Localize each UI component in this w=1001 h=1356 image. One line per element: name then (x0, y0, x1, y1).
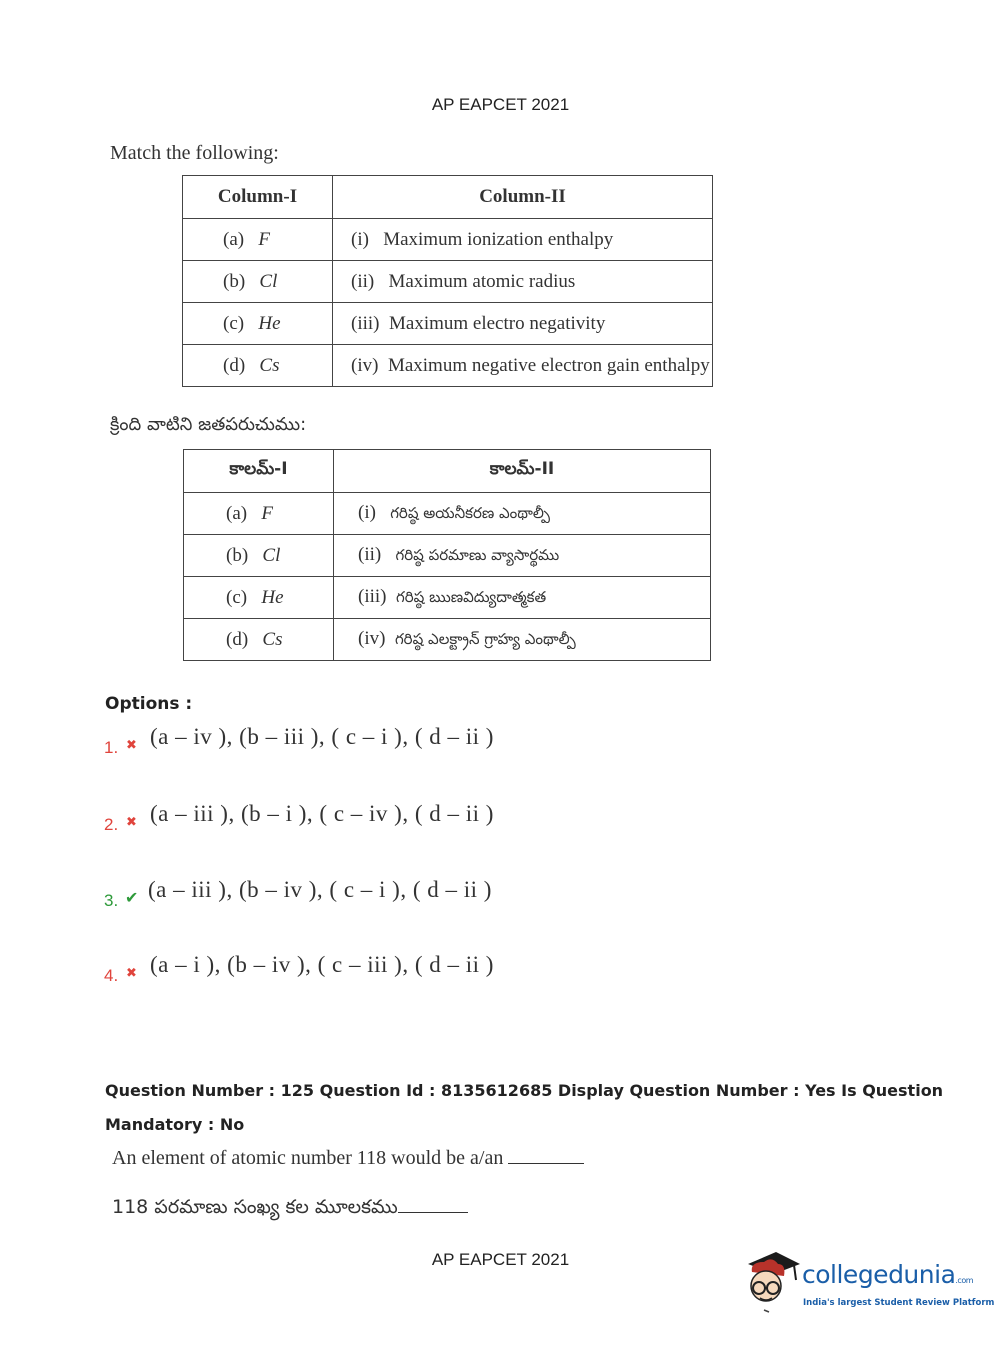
wrong-mark-icon: ✖ (126, 814, 137, 829)
row-num: (iv) (351, 354, 379, 376)
table-row (183, 303, 713, 345)
column-1-cell (184, 619, 334, 661)
brand-tagline: India's largest Student Review Platform (803, 1298, 995, 1308)
brand-name (802, 1260, 973, 1289)
option-number: 2. (104, 815, 119, 834)
option-text: (a – i ), (b – iv ), ( c – iii ), ( d – ii ) (150, 952, 494, 977)
row-num: (iii) (351, 312, 380, 334)
row-label: (a) (223, 228, 245, 250)
column-2-cell (333, 261, 713, 303)
row-desc: గరిష్ఠ ఎలక్ట్రాన్ గ్రాహ్య ఎంథాల్పీ (394, 629, 576, 648)
next-question-text: An element of atomic number 118 would be a/an (112, 1147, 504, 1169)
row-label: (a) (226, 502, 248, 524)
row-desc: గరిష్ఠ ఋణవిద్యుదాత్మకత (396, 587, 547, 606)
answer-blank (398, 1212, 468, 1213)
row-label: (d) (226, 628, 249, 650)
question-prompt: Match the following: (110, 142, 279, 164)
mascot-icon (742, 1250, 802, 1314)
brand-suffix: .com (955, 1276, 974, 1285)
match-table-telugu (183, 449, 711, 661)
option-number: 1. (104, 738, 119, 757)
row-num: (iii) (358, 585, 387, 607)
column-1-cell (184, 535, 334, 577)
option-text: (a – iii ), (b – iv ), ( c – i ), ( d – ii ) (148, 877, 492, 902)
row-item: Cl (262, 544, 281, 566)
column-1-cell (183, 345, 333, 387)
option-number: 3. (104, 891, 119, 910)
column-2-header: కాలమ్-II (334, 450, 711, 493)
row-label: (c) (223, 312, 245, 334)
row-num: (iv) (358, 627, 386, 649)
column-1-cell (184, 493, 334, 535)
row-item: Cl (259, 270, 278, 292)
row-item: F (258, 228, 270, 250)
table-row (184, 577, 711, 619)
column-1-header: Column-I (183, 176, 333, 219)
wrong-mark-icon: ✖ (126, 965, 137, 980)
match-table-english (182, 175, 713, 387)
page-header: AP EAPCET 2021 (431, 95, 570, 114)
options-title: Options : (105, 694, 193, 714)
row-item: F (261, 502, 273, 524)
row-desc: గరిష్ఠ పరమాణు వ్యాసార్థము (395, 545, 560, 564)
row-num: (i) (358, 501, 376, 523)
row-item: Cs (262, 628, 283, 650)
row-num: (ii) (358, 543, 382, 565)
question-prompt-telugu: క్రింది వాటిని జతపరుచుము: (110, 414, 307, 435)
row-desc: Maximum ionization enthalpy (383, 228, 614, 250)
row-item: He (261, 586, 284, 608)
table-row (184, 493, 711, 535)
row-num: (ii) (351, 270, 375, 292)
option-number: 4. (104, 966, 119, 985)
table-row (184, 619, 711, 661)
row-label: (d) (223, 354, 246, 376)
page-footer: AP EAPCET 2021 (431, 1250, 570, 1269)
column-2-cell (334, 619, 711, 661)
row-label: (c) (226, 586, 248, 608)
column-2-header: Column-II (333, 176, 713, 219)
column-2-cell (334, 577, 711, 619)
row-desc: Maximum negative electron gain enthalpy (387, 354, 710, 376)
row-item: Cs (259, 354, 280, 376)
row-desc: Maximum atomic radius (388, 270, 576, 292)
wrong-mark-icon: ✖ (126, 737, 137, 752)
row-desc: Maximum electro negativity (389, 312, 606, 334)
row-desc: గరిష్ఠ అయనీకరణ ఎంథాల్పీ (390, 503, 550, 522)
row-label: (b) (226, 544, 249, 566)
column-1-cell (183, 303, 333, 345)
column-2-cell (334, 535, 711, 577)
answer-blank (508, 1163, 584, 1164)
column-2-cell (333, 303, 713, 345)
table-row (183, 219, 713, 261)
next-question-telugu (112, 1196, 468, 1223)
table-header-row (184, 450, 711, 493)
row-label: (b) (223, 270, 246, 292)
table-row (184, 535, 711, 577)
column-1-cell (183, 219, 333, 261)
row-num: (i) (351, 228, 369, 250)
row-item: He (258, 312, 281, 334)
next-question-text-telugu: 118 పరమాణు సంఖ్య కల మూలకము (112, 1196, 398, 1218)
option-text: (a – iv ), (b – iii ), ( c – i ), ( d – ii ) (150, 724, 494, 749)
column-2-cell (333, 219, 713, 261)
table-header-row (183, 176, 713, 219)
question-meta: Question Number : 125 Question Id : 8135612685 Display Question Number : Yes Is Question (105, 1081, 944, 1100)
table-row (183, 345, 713, 387)
column-1-cell (183, 261, 333, 303)
check-mark-icon: ✔ (125, 890, 139, 907)
option-text: (a – iii ), (b – i ), ( c – iv ), ( d – ii ) (150, 801, 494, 826)
column-2-cell (333, 345, 713, 387)
next-question-english (112, 1147, 584, 1170)
column-1-header: కాలమ్-I (184, 450, 334, 493)
table-row (183, 261, 713, 303)
column-1-cell (184, 577, 334, 619)
column-2-cell (334, 493, 711, 535)
collegedunia-logo (742, 1250, 995, 1320)
question-meta-mandatory: Mandatory : No (105, 1115, 245, 1134)
brand-name-text: collegedunia (802, 1260, 956, 1289)
